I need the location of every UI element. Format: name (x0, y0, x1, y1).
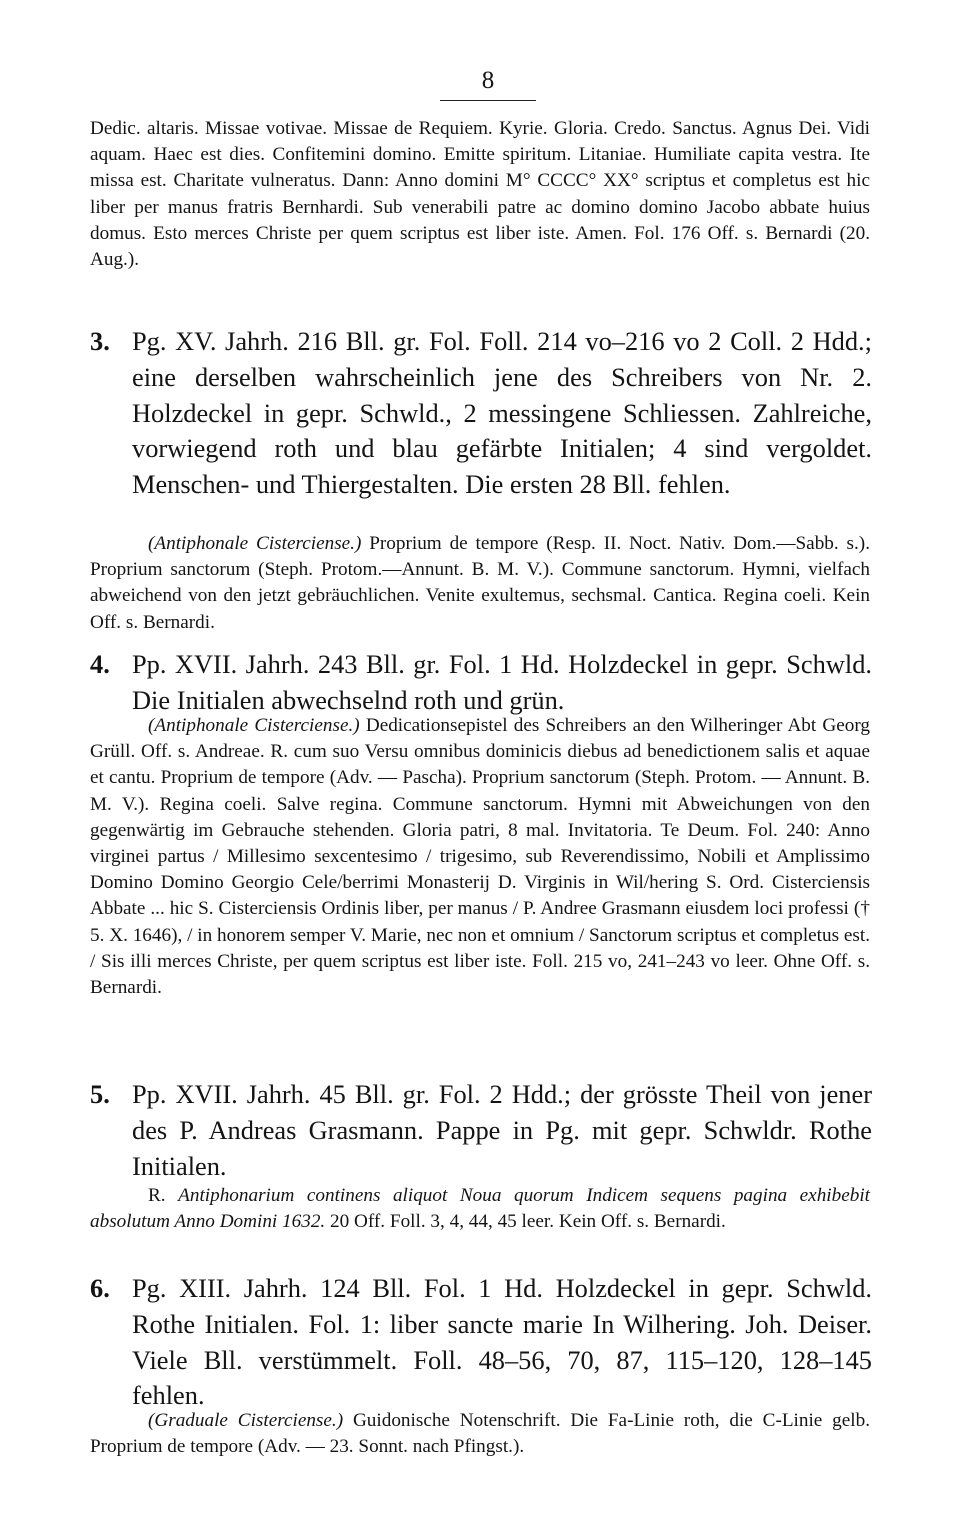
page-number-rule (440, 100, 536, 101)
intro-text: Dedic. altaris. Missae votivae. Missae de Requiem. Kyrie. Gloria. Credo. Sanctus. Agnus Dei. Vidi aquam. Haec est dies. Confitemini domino. Emitte spiritum. Litaniae. Humiliate capita vestra. Ite missa est. Charitate vulneratus. Dann: Anno domini M° CCCC° XX° scriptus et completus est hic liber per manus fratris Bernhardi. Sub venerabili patre ac domino domino Jacobo abbate huius domus. Esto merces Christe per quem scriptus est liber iste. Amen. Fol. 176 Off. s. Bernardi (20. Aug.). (90, 118, 870, 271)
entry-number: 5. (90, 1079, 110, 1109)
entry-5-description (90, 1183, 870, 1235)
entry-body-prefix: R. (148, 1185, 179, 1206)
entry-4-description (90, 713, 870, 1001)
entry-body: Dedicationsepistel des Schreibers an den Wilheringer Abt Georg Grüll. Off. s. Andreae. R. cum suo Versu omnibus dominicis diebus ad benedictionem salis et aquae et cantu. Proprium de tempore (Adv. — Pascha). Proprium sanctorum (Steph. Protom. — Annunt. B. M. V.). Regina coeli. Salve regina. Commune sanctorum. Hymni mit Abweichungen von den gegenwärtig im Gebrauche stehenden. Gloria patri, 8 mal. Invitatoria. Te Deum. Fol. 240: Anno virginei partus / Millesimo sexcentesimo / trigesimo, sub Reverendissimo, Nobili et Amplissimo Domino Domino Georgio Cele/berrimi Monasterij D. Virginis in Wil/hering S. Ord. Cisterciensis Abbate ... hic S. Cisterciensis Ordinis liber, per manus / P. Andree Grasmann eiusdem loci professi († 5. X. 1646), / in honorem semper V. Marie, nec non et omnium / Sanctorum scriptus et completus est. / Sis illi merces Christe, per quem scriptus est liber iste. Foll. 215 vo, 241–243 vo leer. Ohne Off. s. Bernardi. (90, 715, 870, 999)
entry-body: Proprium de tempore (Resp. II. Noct. Nativ. Dom.—Sabb. s.). Proprium sanctorum (Steph. Protom.—Annunt. B. M. V.). Commune sanctorum. Hymni, vielfach abweichend von den jetzt gebräuchlichen. Venite exultemus, sechsmal. Cantica. Regina coeli. Kein Off. s. Bernardi. (90, 533, 870, 633)
entry-body: 20 Off. Foll. 3, 4, 44, 45 leer. Kein Off. s. Bernardi. (325, 1211, 726, 1233)
page-number: 8 (481, 67, 495, 94)
intro-paragraph (90, 116, 870, 273)
entry-title: (Antiphonale Cisterciense.) (148, 533, 362, 554)
entry-number: 3. (90, 326, 110, 356)
entry-title: (Graduale Cisterciense.) (148, 1410, 344, 1431)
entry-header-text: Pp. XVII. Jahrh. 243 Bll. gr. Fol. 1 Hd. Holzdeckel in gepr. Schwld. Die Initialen abwechselnd roth und grün. (132, 649, 872, 715)
entry-3-description (90, 531, 870, 636)
entry-5-header (90, 1077, 872, 1184)
entry-4-header (90, 647, 872, 719)
entry-header-text: Pp. XVII. Jahrh. 45 Bll. gr. Fol. 2 Hdd.; der grösste Theil von jener des P. Andreas Grasmann. Pappe in Pg. mit gepr. Schwldr. Rothe Initialen. (132, 1079, 872, 1181)
entry-body: Guidonische Notenschrift. Die Fa-Linie roth, die C-Linie gelb. Proprium de tempore (Adv. — 23. Sonnt. nach Pfingst.). (90, 1410, 870, 1458)
entry-3-header (90, 324, 872, 503)
entry-6-header (90, 1271, 872, 1414)
entry-header-text: Pg. XIII. Jahrh. 124 Bll. Fol. 1 Hd. Holzdeckel in gepr. Schwld. Rothe Initialen. Fol. 1: liber sancte marie In Wilhering. Joh. Deiser. Viele Bll. verstümmelt. Foll. 48–56, 70, 87, 115–120, 128–145 fehlen. (132, 1273, 872, 1411)
entry-number: 6. (90, 1273, 110, 1303)
entry-number: 4. (90, 649, 110, 679)
entry-6-description (90, 1408, 870, 1460)
entry-header-text: Pg. XV. Jahrh. 216 Bll. gr. Fol. Foll. 214 vo–216 vo 2 Coll. 2 Hdd.; eine derselben wahrscheinlich jene des Schreibers von Nr. 2. Holzdeckel in gepr. Schwld., 2 messingene Schliessen. Zahlreiche, vorwiegend roth und blau gefärbte Initialen; 4 sind vergoldet. Menschen- und Thiergestalten. Die ersten 28 Bll. fehlen. (132, 326, 872, 500)
entry-title: (Antiphonale Cisterciense.) (148, 715, 360, 736)
entry-title: Antiphonarium continens aliquot Noua quorum Indicem sequens pagina exhibebit absolutum Anno Domini 1632. (90, 1185, 870, 1233)
